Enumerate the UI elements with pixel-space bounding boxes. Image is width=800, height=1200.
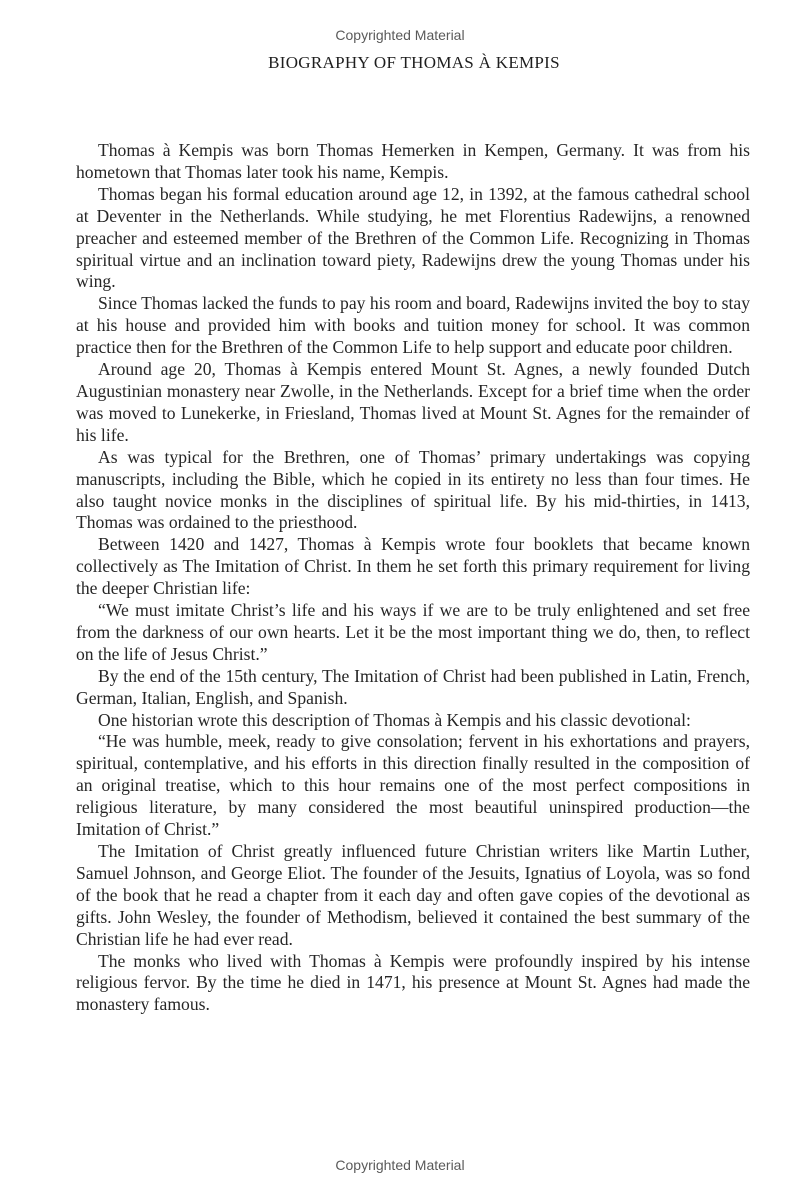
paragraph-copying: As was typical for the Brethren, one of Thomas’ primary undertakings was copying manuscripts, including the Bible, which he copied in its entirety no less than four times. He also taught novice monks in the disciplines of spiritual life. By his mid-thirties, in 1413, Thomas was ordained to the priesthood. [76,446,750,533]
paragraph-imitation: Between 1420 and 1427, Thomas à Kempis wrote four booklets that became known collectively as The Imitation of Christ. In them he set forth this primary requirement for living the deeper Christian life: [76,534,750,599]
page-title: BIOGRAPHY OF THOMAS À KEMPIS [268,53,560,72]
quote-historian: “He was humble, meek, ready to give consolation; fervent in his exhortations and prayers, spiritual, contemplative, and his efforts in this direction finally resulted in the composition of an original treatise, which to this hour remains one of the most perfect compositions in religious literature, by many considered the most beautiful uninspired production—the Imitation of Christ.” [76,731,750,840]
copyright-watermark-top: Copyrighted Material [335,27,465,43]
paragraph-historian: One historian wrote this description of Thomas à Kempis and his classic devotional: [98,709,691,730]
paragraph-birth: Thomas à Kempis was born Thomas Hemerken in Kempen, Germany. It was from his hometown that Thomas later took his name, Kempis. [76,140,750,182]
paragraph-education: Thomas began his formal education around age 12, in 1392, at the famous cathedral school at Deventer in the Netherlands. While studying, he met Florentius Radewijns, a renowned preacher and esteemed member of the Brethren of the Common Life. Recognizing in Thomas spiritual virtue and an inclination toward piety, Radewijns drew the young Thomas under his wing. [76,183,750,292]
paragraph-monastery: Around age 20, Thomas à Kempis entered Mount St. Agnes, a newly founded Dutch Augustinian monastery near Zwolle, in the Netherlands. Except for a brief time when the order was moved to Lunekerke, in Friesland, Thomas lived at Mount St. Agnes for the remainder of his life. [76,359,750,445]
paragraph-publication: By the end of the 15th century, The Imitation of Christ had been published in Latin, French, German, Italian, English, and Spanish. [76,665,750,708]
quote-imitate-christ: “We must imitate Christ’s life and his ways if we are to be truly enlightened and set free from the darkness of our own hearts. Let it be the most important thing we do, then, to reflect on the life of Jesus Christ.” [76,600,750,664]
paragraph-influence: The Imitation of Christ greatly influenced future Christian writers like Martin Luther, Samuel Johnson, and George Eliot. The founder of the Jesuits, Ignatius of Loyola, was so fond of the book that he read a chapter from it each day and often gave copies of the devotional as gifts. John Wesley, the founder of Methodism, believed it contained the best summary of the Christian life he had ever read. [76,841,750,949]
paragraph-legacy: The monks who lived with Thomas à Kempis were profoundly inspired by his intense religious fervor. By the time he died in 1471, his presence at Mount St. Agnes had made the monastery famous. [76,950,750,1015]
copyright-watermark-bottom: Copyrighted Material [335,1157,465,1173]
biography-body [76,140,750,1016]
paragraph-support: Since Thomas lacked the funds to pay his room and board, Radewijns invited the boy to stay at his house and provided him with books and tuition money for school. It was common practice then for the Brethren of the Common Life to help support and educate poor children. [76,293,750,358]
